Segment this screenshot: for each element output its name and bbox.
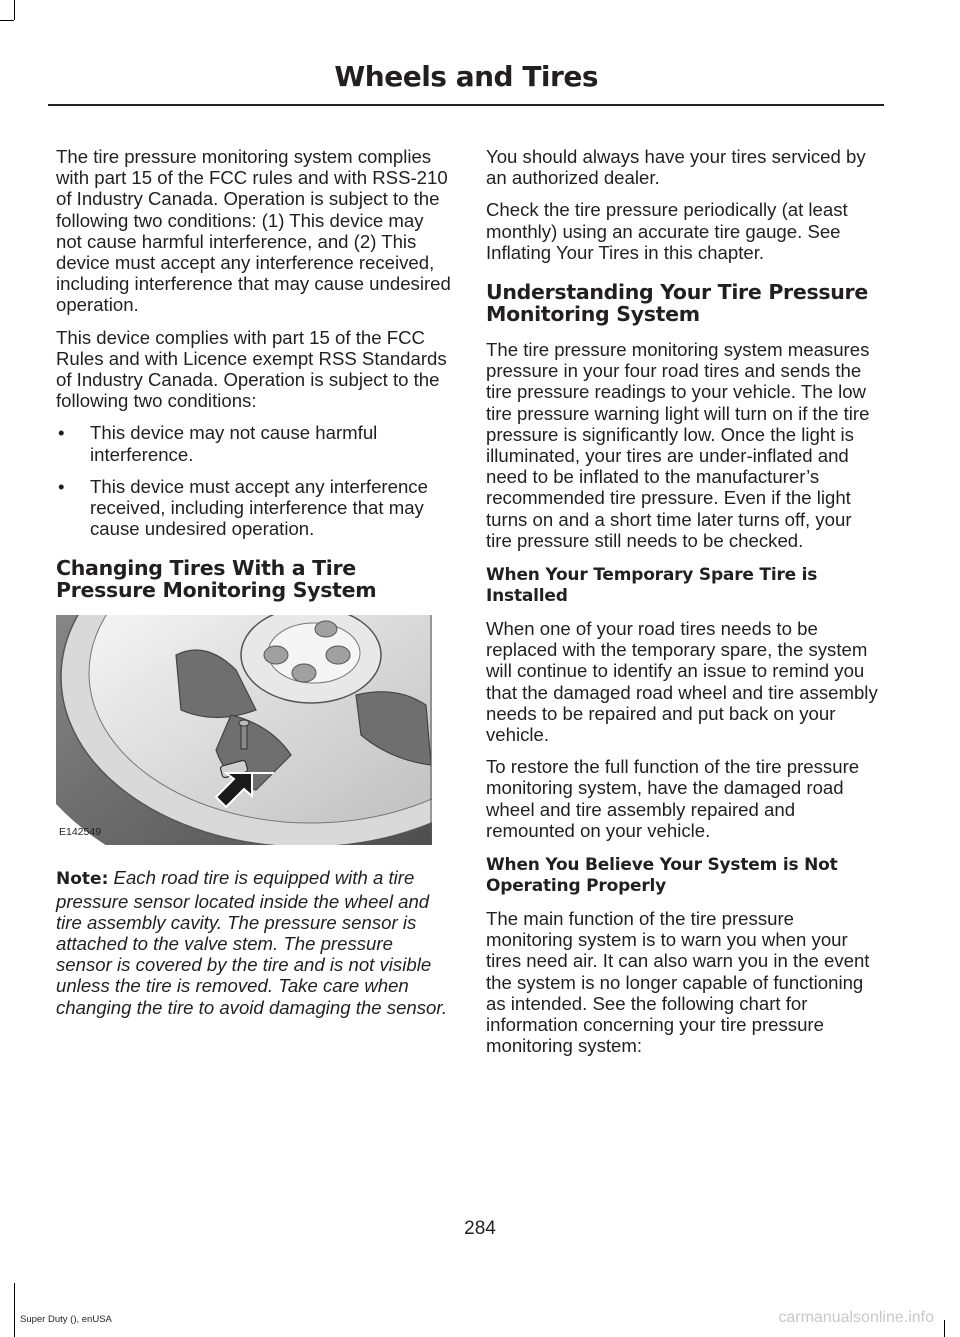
note-paragraph bbox=[56, 867, 451, 1017]
crop-mark-bottom-left-vertical bbox=[14, 1283, 15, 1337]
wheel-illustration bbox=[56, 615, 432, 845]
check-pressure-paragraph: Check the tire pressure periodically (at least monthly) using an accurate tire gauge. See Inflating Your Tires in this chapter. bbox=[486, 199, 848, 263]
watermark: carmanualsonline.info bbox=[778, 1309, 934, 1326]
system-description-paragraph: The tire pressure monitoring system measures pressure in your four road tires and sends the tire pressure readings to your vehicle. The low tire pressure warning light will turn on if the tire pressure is significantly low. Once the light is illuminated, your tires are under-inflated and need to be inflated to the manufacturer’s recommended tire pressure. Even if the light turns on and a short time later turns off, your tire pressure still needs to be checked. bbox=[486, 339, 870, 551]
list-item bbox=[56, 422, 451, 464]
bullet-icon: • bbox=[58, 422, 65, 444]
left-column bbox=[56, 146, 451, 1029]
main-function-paragraph: The main function of the tire pressure monitoring system is to warn you when your tires need air. It can also warn you in the event the system is no longer capable of functioning as intended. See the following chart for information concerning your tire pressure monitoring system: bbox=[486, 908, 870, 1057]
service-paragraph: You should always have your tires serviced by an authorized dealer. bbox=[486, 146, 866, 189]
bullet-icon: • bbox=[58, 475, 65, 497]
subheading-not-operating: When You Believe Your System is Not Operating Properly bbox=[486, 855, 838, 897]
figure-id: E142549 bbox=[59, 826, 102, 839]
crop-mark-bottom-right-vertical bbox=[944, 1320, 945, 1337]
section-heading-changing-tires: Changing Tires With a Tire Pressure Monitoring System bbox=[56, 556, 377, 603]
list-item-text: This device must accept any interference received, including interference that may cause undesired operation. bbox=[90, 475, 428, 540]
footer-text: Super Duty (), enUSA bbox=[20, 1314, 112, 1325]
crop-mark-top-left-horizontal bbox=[0, 20, 14, 21]
fcc-compliance-paragraph: The tire pressure monitoring system complies with part 15 of the FCC rules and with RSS-210 of Industry Canada. Operation is subject to the following two conditions: (1) This device may not cause harmful interference, and (2) This device must accept any interference received, including interference that may cause undesired operation. bbox=[56, 146, 451, 316]
section-heading-understanding: Understanding Your Tire Pressure Monitoring System bbox=[486, 280, 868, 327]
header-rule bbox=[48, 104, 884, 106]
page-title: Wheels and Tires bbox=[334, 60, 598, 93]
spare-tire-paragraph: When one of your road tires needs to be replaced with the temporary spare, the system will continue to identify an issue to remind you that the damaged road wheel and tire assembly needs to be repaired and put back on your vehicle. bbox=[486, 618, 878, 746]
crop-mark-top-left-vertical bbox=[14, 0, 15, 20]
note-text: Each road tire is equipped with a tire pressure sensor located inside the wheel and tire assembly cavity. The pressure sensor is attached to the valve stem. The pressure sensor is covered by the tire and is not visible unless the tire is removed. Take care when changing the tire to avoid damaging the sensor. bbox=[56, 867, 448, 1018]
note-label: Note: bbox=[56, 869, 109, 890]
page-number: 284 bbox=[464, 1218, 496, 1239]
tire-valve-figure bbox=[56, 615, 432, 845]
subheading-spare-tire: When Your Temporary Spare Tire is Installed bbox=[486, 565, 818, 607]
restore-function-paragraph: To restore the full function of the tire pressure monitoring system, have the damaged road wheel and tire assembly repaired and remounted on your vehicle. bbox=[486, 756, 860, 841]
conditions-list bbox=[56, 422, 451, 539]
list-item-text: This device may not cause harmful interference. bbox=[90, 422, 378, 465]
licence-paragraph: This device complies with part 15 of the FCC Rules and with Licence exempt RSS Standards of Industry Canada. Operation is subject to the following two conditions: bbox=[56, 326, 447, 412]
list-item bbox=[56, 476, 451, 540]
right-column bbox=[486, 146, 881, 1068]
